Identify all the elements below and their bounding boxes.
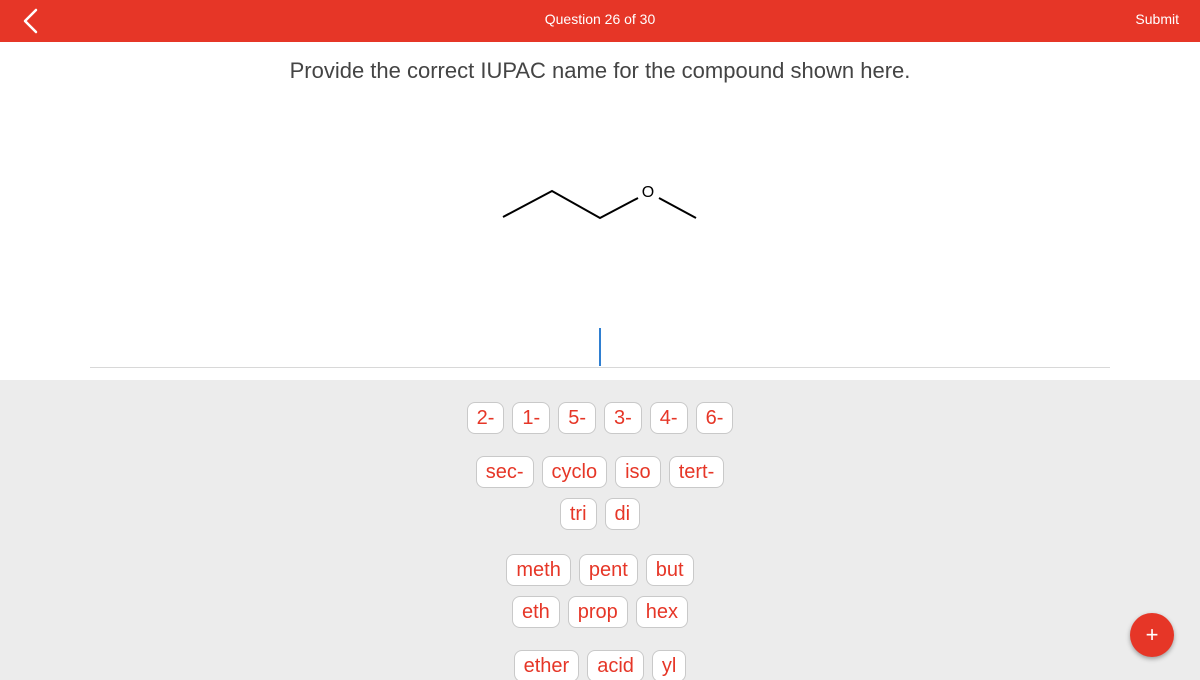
answer-input[interactable] [90, 320, 1110, 368]
fragment-chip[interactable]: ether [514, 650, 580, 680]
fragment-chip[interactable]: 2- [467, 402, 505, 434]
root-row-a [0, 554, 1200, 586]
fragment-chip[interactable]: hex [636, 596, 688, 628]
fragment-chip[interactable]: 6- [696, 402, 734, 434]
question-prompt: Provide the correct IUPAC name for the compound shown here. [289, 58, 911, 83]
prefix-row [0, 456, 1200, 488]
root-row-b [0, 596, 1200, 628]
fragment-palette [0, 380, 1200, 680]
add-button[interactable] [1130, 613, 1174, 657]
plus-icon: + [1145, 622, 1159, 647]
fragment-chip[interactable]: prop [568, 596, 628, 628]
fragment-chip[interactable]: 1- [512, 402, 550, 434]
fragment-chip[interactable]: 3- [604, 402, 642, 434]
oxygen-atom-label: O [641, 184, 655, 201]
molecule-structure [0, 0, 1200, 300]
fragment-chip[interactable]: yl [652, 650, 686, 680]
multiplier-row [0, 498, 1200, 530]
fragment-chip[interactable]: sec- [476, 456, 534, 488]
question-counter: Question 26 of 30 [544, 11, 656, 27]
fragment-chip[interactable]: cyclo [542, 456, 608, 488]
text-cursor [599, 328, 601, 366]
fragment-chip[interactable]: acid [587, 650, 644, 680]
fragment-chip[interactable]: tert- [669, 456, 725, 488]
fragment-chip[interactable]: tri [560, 498, 597, 530]
fragment-chip[interactable]: eth [512, 596, 560, 628]
fragment-chip[interactable]: iso [615, 456, 661, 488]
fragment-chip[interactable]: 5- [558, 402, 596, 434]
bond-lines [503, 191, 638, 218]
fragment-chip[interactable]: pent [579, 554, 638, 586]
fragment-chip[interactable]: 4- [650, 402, 688, 434]
locant-row [0, 402, 1200, 434]
fragment-chip[interactable]: but [646, 554, 694, 586]
fragment-chip[interactable]: di [605, 498, 641, 530]
fragment-chip[interactable]: meth [506, 554, 570, 586]
bond-line-terminal [659, 198, 696, 218]
submit-button[interactable]: Submit [1135, 11, 1179, 27]
suffix-row [0, 650, 1200, 680]
